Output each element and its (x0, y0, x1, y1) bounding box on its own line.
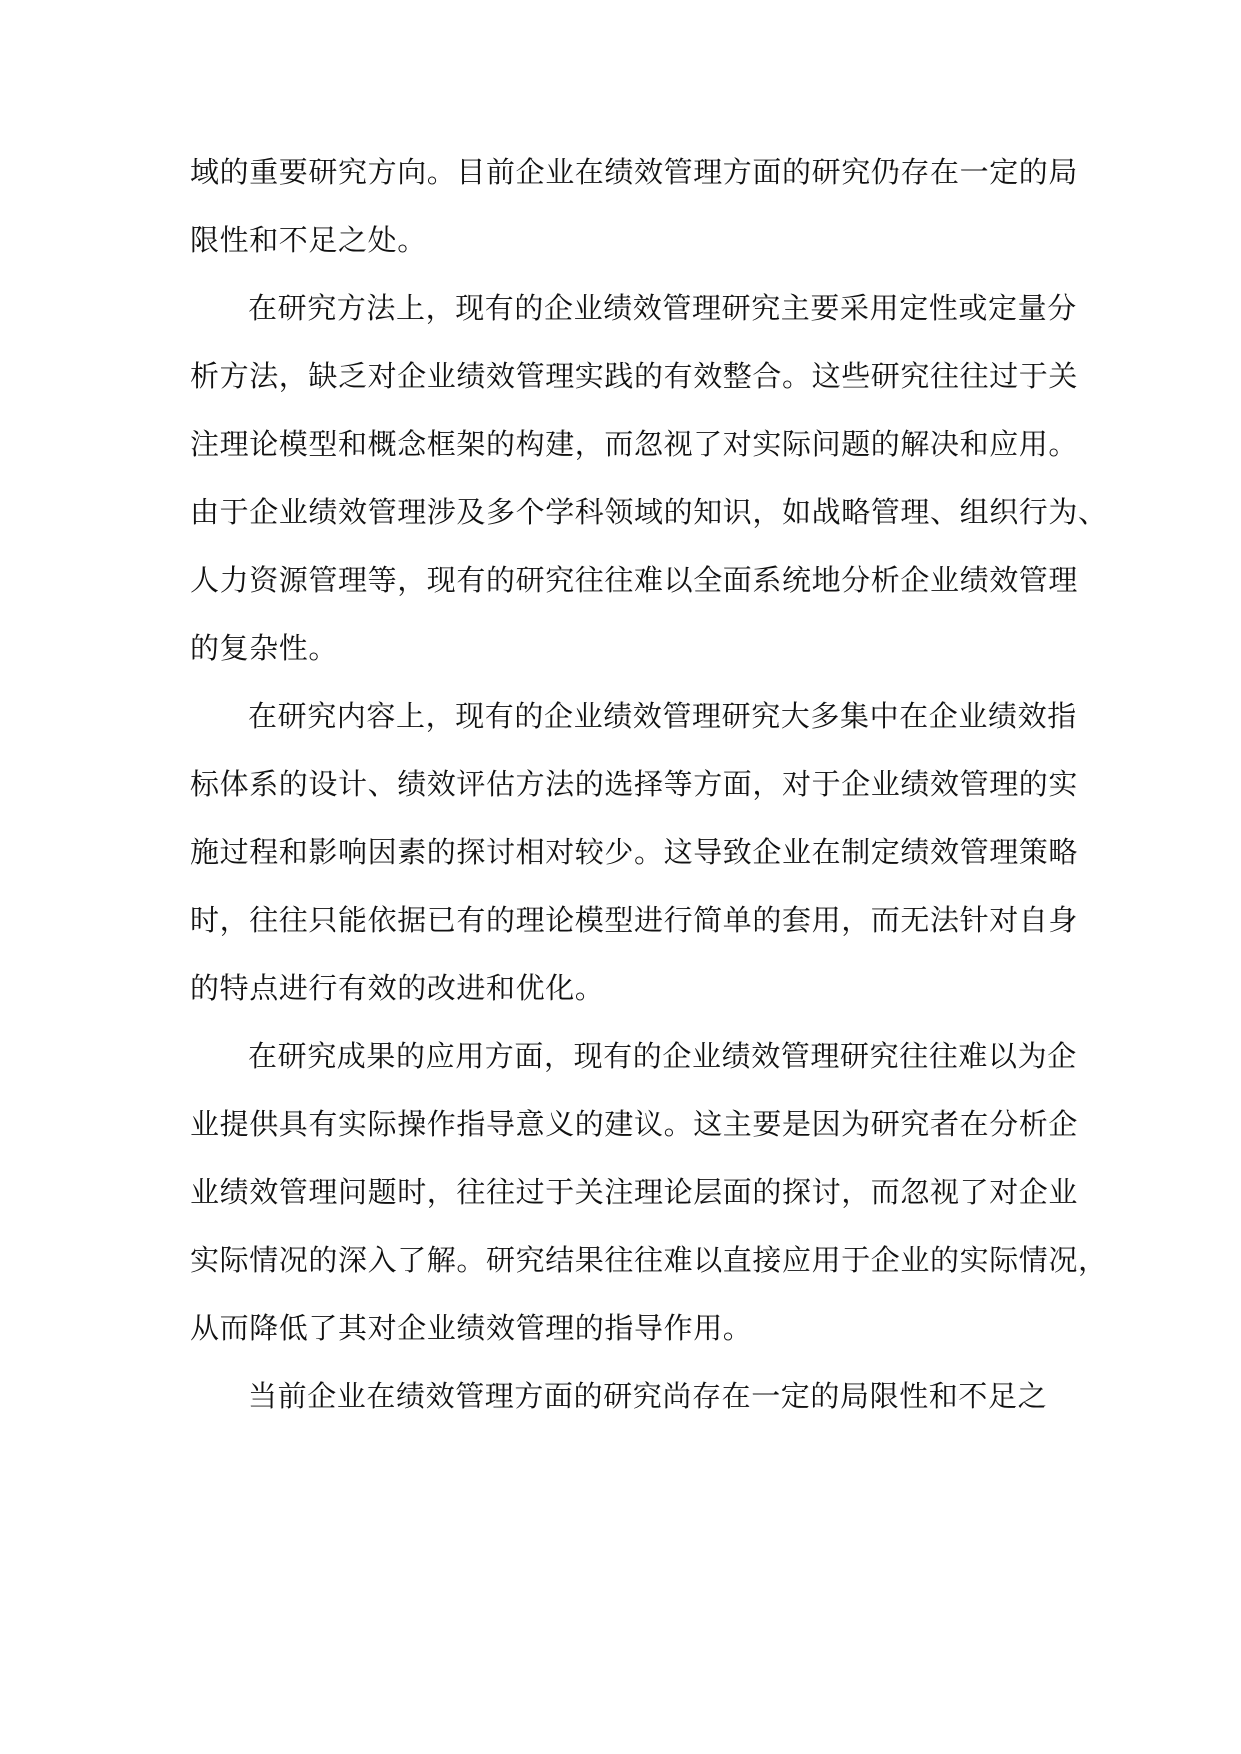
text-line: 析方法，缺乏对企业绩效管理实践的有效整合。这些研究往往过于关 (190, 359, 1079, 393)
text-line: 人力资源管理等，现有的研究往往难以全面系统地分析企业绩效管理 (190, 563, 1079, 597)
text-line: 业提供具有实际操作指导意义的建议。这主要是因为研究者在分析企 (190, 1107, 1079, 1141)
paragraph-start-line: 在研究成果的应用方面，现有的企业绩效管理研究往往难以为企 (248, 1039, 1077, 1073)
text-line: 的特点进行有效的改进和优化。 (190, 971, 605, 1005)
text-line: 时，往往只能依据已有的理论模型进行简单的套用，而无法针对自身 (190, 903, 1079, 937)
paragraph-start-line: 在研究内容上，现有的企业绩效管理研究大多集中在企业绩效指 (248, 699, 1077, 733)
text-line: 实际情况的深入了解。研究结果往往难以直接应用于企业的实际情况， (190, 1243, 1108, 1277)
text-line: 由于企业绩效管理涉及多个学科领域的知识，如战略管理、组织行为、 (190, 495, 1108, 529)
text-line: 域的重要研究方向。目前企业在绩效管理方面的研究仍存在一定的局 (190, 155, 1079, 189)
text-line: 注理论模型和概念框架的构建，而忽视了对实际问题的解决和应用。 (190, 427, 1079, 461)
paragraph-start-line: 在研究方法上，现有的企业绩效管理研究主要采用定性或定量分 (248, 291, 1077, 325)
text-line: 业绩效管理问题时，往往过于关注理论层面的探讨，而忽视了对企业 (190, 1175, 1079, 1209)
text-line: 施过程和影响因素的探讨相对较少。这导致企业在制定绩效管理策略 (190, 835, 1079, 869)
text-line: 标体系的设计、绩效评估方法的选择等方面，对于企业绩效管理的实 (190, 767, 1079, 801)
text-line: 限性和不足之处。 (190, 223, 427, 257)
paragraph-start-line: 当前企业在绩效管理方面的研究尚存在一定的局限性和不足之 (248, 1379, 1048, 1413)
text-line: 从而降低了其对企业绩效管理的指导作用。 (190, 1311, 753, 1345)
text-line: 的复杂性。 (190, 631, 339, 665)
body-text (190, 138, 1108, 1430)
